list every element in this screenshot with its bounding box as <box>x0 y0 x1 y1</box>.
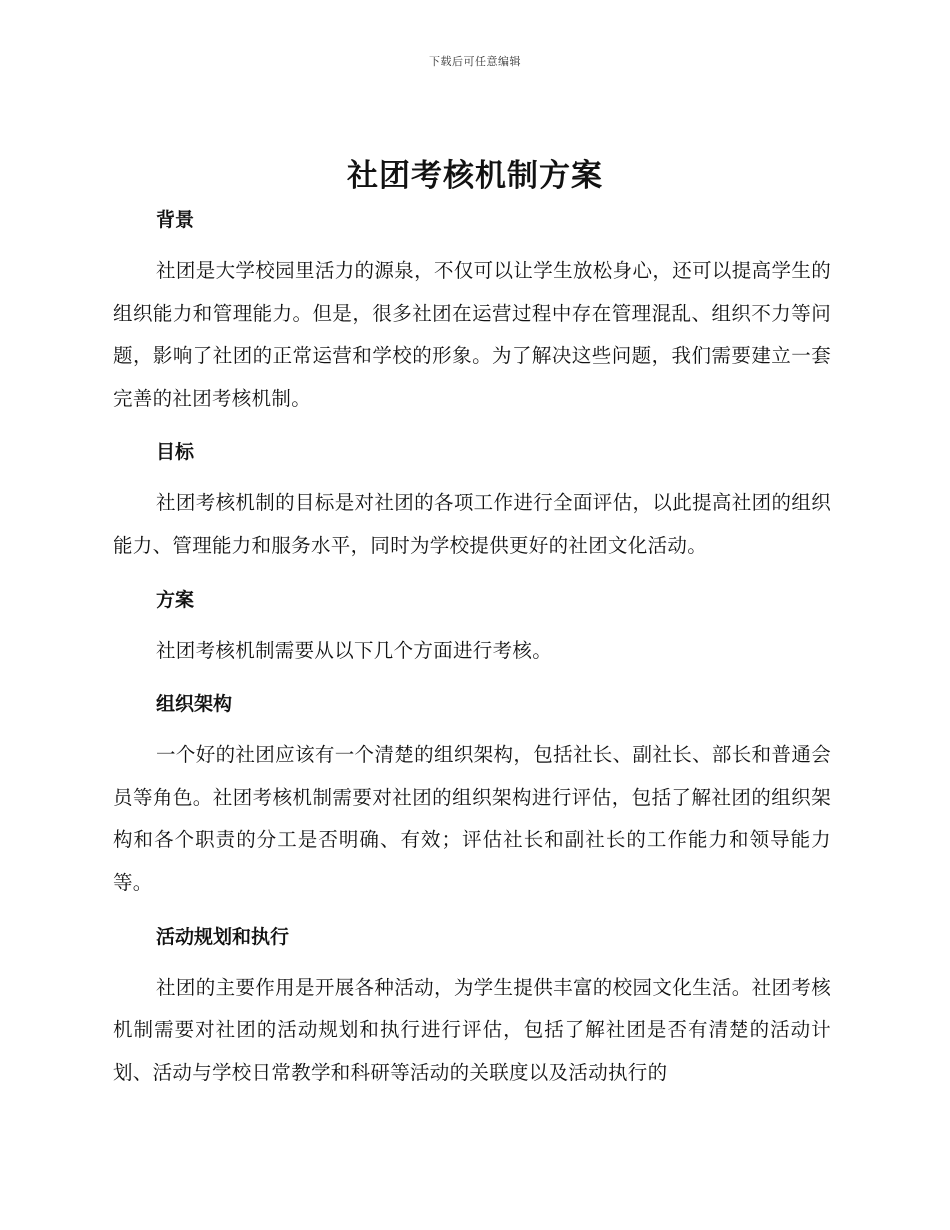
section-paragraph: 社团的主要作用是开展各种活动，为学生提供丰富的校园文化生活。社团考核机制需要对社团的活动规划和执行进行评估，包括了解社团是否有清楚的活动计划、活动与学校日常教学和科研等活动的关联度以及活动执行的 <box>113 975 831 1084</box>
section-paragraph: 社团考核机制的目标是对社团的各项工作进行全面评估，以此提高社团的组织能力、管理能力和服务水平，同时为学校提供更好的社团文化活动。 <box>113 491 831 557</box>
header-note: 下载后可任意编辑 <box>429 55 521 68</box>
section-goal <box>113 430 831 567</box>
section-heading: 目标 <box>156 441 195 464</box>
section-organization <box>113 682 831 904</box>
section-paragraph: 一个好的社团应该有一个清楚的组织架构，包括社长、副社长、部长和普通会员等角色。社团考核机制需要对社团的组织架构进行评估，包括了解社团的组织架构和各个职责的分工是否明确、有效；评估社长和副社长的工作能力和领导能力等。 <box>113 743 831 894</box>
section-paragraph: 社团考核机制需要从以下几个方面进行考核。 <box>156 638 553 662</box>
section-heading: 方案 <box>156 588 195 611</box>
document-title: 社团考核机制方案 <box>347 158 603 194</box>
section-activities <box>113 915 831 1095</box>
section-heading: 背景 <box>156 209 195 231</box>
section-heading: 活动规划和执行 <box>156 925 290 948</box>
section-plan <box>113 578 831 673</box>
section-background <box>113 198 831 420</box>
document-body <box>113 198 831 1104</box>
section-heading: 组织架构 <box>156 693 233 716</box>
section-paragraph: 社团是大学校园里活力的源泉，不仅可以让学生放松身心，还可以提高学生的组织能力和管理能力。但是，很多社团在运营过程中存在管理混乱、组织不力等问题，影响了社团的正常运营和学校的形象。为了解决这些问题，我们需要建立一套完善的社团考核机制。 <box>113 259 831 410</box>
